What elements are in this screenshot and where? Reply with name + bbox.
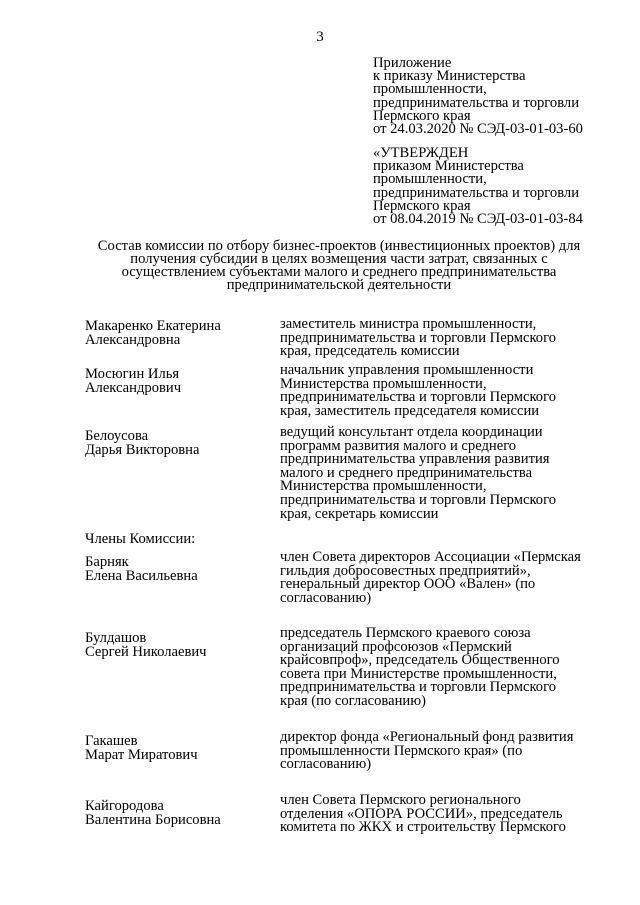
appendix-line: Приложение <box>373 55 452 71</box>
person-name <box>85 734 265 762</box>
approved-line: приказом Министерства <box>373 158 524 175</box>
title-line: получения субсидии в целях возмещения части затрат, связанных с <box>130 251 548 267</box>
role-line: малого и среднего предпринимательства <box>280 464 533 481</box>
role-line: отделения «ОПОРА РОССИИ», председатель <box>280 805 563 822</box>
appendix-line: к приказу Министерства <box>373 68 526 85</box>
appendix-line: предпринимательства и торговли <box>373 94 580 111</box>
title-line: Состав комиссии по отбору бизнес-проектов (инвестиционных проектов) для <box>97 238 581 254</box>
members-heading: Члены Комиссии: <box>85 531 196 547</box>
person-name <box>85 319 265 347</box>
approved-line: «УТВЕРЖДЕН <box>373 145 469 161</box>
person-role <box>280 731 610 772</box>
page-number: 3 <box>316 29 324 45</box>
title-line: осуществлением субъектами малого и среднего предпринимательства <box>121 264 557 280</box>
name-line: Александрович <box>85 380 182 396</box>
role-line: предпринимательства и торговли Пермского <box>280 491 557 508</box>
person-role <box>280 364 610 418</box>
appendix-line: от 24.03.2020 № СЭД-03-01-03-60 <box>373 121 583 138</box>
name-line: Барняк <box>85 554 129 570</box>
role-line: генеральный директор ООО «Вален» (по <box>280 576 536 593</box>
approved-line: от 08.04.2019 № СЭД-03-01-03-84 <box>373 211 583 228</box>
role-line: края, председатель комиссии <box>280 343 460 360</box>
approved-line: промышленности, <box>373 171 487 188</box>
role-line: предпринимательства и торговли Пермского <box>280 679 557 696</box>
role-line: Министерства промышленности, <box>280 375 487 392</box>
name-line: Елена Васильевна <box>85 568 198 584</box>
role-line: края, заместитель председателя комиссии <box>280 402 540 419</box>
name-line: Булдашов <box>85 630 147 646</box>
role-line: промышленности Пермского края» (по <box>280 742 523 759</box>
approved-block <box>373 147 635 226</box>
role-line: предпринимательства управления развития <box>280 451 550 468</box>
name-line: Сергей Николаевич <box>85 644 207 660</box>
name-line: Марат Миратович <box>85 747 198 763</box>
name-line: Валентина Борисовна <box>85 812 221 828</box>
appendix-block <box>373 57 635 136</box>
name-line: Белоусова <box>85 428 149 444</box>
role-line: председатель Пермского краевого союза <box>280 625 531 641</box>
role-line: организаций профсоюзов «Пермский <box>280 638 512 655</box>
role-line: начальник управления промышленности <box>280 362 534 378</box>
person-role <box>280 627 610 709</box>
appendix-line: промышленности, <box>373 81 487 98</box>
role-line: директор фонда «Региональный фонд развития <box>280 729 574 745</box>
name-line: Макаренко Екатерина <box>85 318 221 334</box>
role-line: предпринимательства и торговли Пермского <box>280 329 557 346</box>
person-role <box>280 426 610 521</box>
role-line: крайсовпроф», председатель Общественного <box>280 652 560 669</box>
approved-line: Пермского края <box>373 197 471 214</box>
name-line: Александровна <box>85 332 181 348</box>
person-name <box>85 367 265 395</box>
role-line: предпринимательства и торговли Пермского <box>280 389 557 406</box>
person-role <box>280 551 610 605</box>
name-line: Мосюгин Илья <box>85 366 180 382</box>
name-line: Гакашев <box>85 733 138 749</box>
person-role <box>280 318 610 359</box>
role-line: согласованию) <box>280 756 372 773</box>
role-line: комитета по ЖКХ и строительству Пермского <box>280 819 566 836</box>
role-line: программ развития малого и среднего <box>280 437 517 454</box>
role-line: член Совета директоров Ассоциации «Пермская <box>280 549 581 565</box>
document-title <box>50 240 628 292</box>
name-line: Кайгородова <box>85 798 164 814</box>
person-name <box>85 799 265 827</box>
approved-line: предпринимательства и торговли <box>373 184 580 201</box>
role-line: Министерства промышленности, <box>280 478 487 495</box>
person-role <box>280 794 610 835</box>
role-line: член Совета Пермского регионального <box>280 792 521 808</box>
role-line: края, секретарь комиссии <box>280 505 439 522</box>
person-name <box>85 429 265 457</box>
role-line: заместитель министра промышленности, <box>280 316 537 332</box>
person-name <box>85 555 265 583</box>
appendix-line: Пермского края <box>373 107 471 124</box>
title-line: предпринимательской деятельности <box>226 277 452 293</box>
role-line: гильдия добросовестных предприятий», <box>280 562 531 579</box>
person-name <box>85 631 265 659</box>
role-line: согласованию) <box>280 589 372 606</box>
role-line: совета при Министерстве промышленности, <box>280 665 557 682</box>
role-line: края (по согласованию) <box>280 692 426 709</box>
role-line: ведущий консультант отдела координации <box>280 424 543 440</box>
name-line: Дарья Викторовна <box>85 442 200 458</box>
